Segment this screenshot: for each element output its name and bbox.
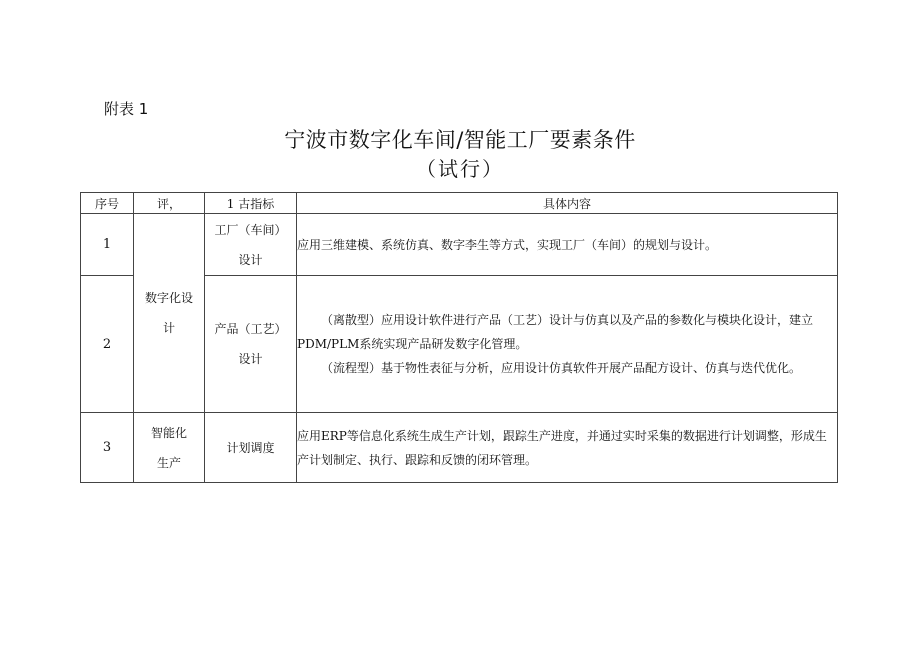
indicator-cell [205,413,297,483]
header-category: 评， [134,193,205,214]
content-paragraph: 应用ERP等信息化系统生成生产计划，跟踪生产进度，并通过实时采集的数据进行计划调整，形成生产计划制定、执行、跟踪和反馈的闭环管理。 [297,428,827,467]
indicator-cell [205,214,297,276]
category-cell [134,413,205,483]
content-paragraph: （离散型）应用设计软件进行产品（工艺）设计与仿真以及产品的参数化与模块化设计，建立PDM/PLM系统实现产品研发数字化管理。 [297,313,814,351]
category-line: 智能化 [150,425,187,440]
category-cell [134,214,205,413]
indicator-line: 计划调度 [226,440,275,455]
requirements-table [80,192,838,483]
header-no: 序号 [81,193,134,214]
content-cell [297,214,838,276]
annex-label: 附表 1 [104,100,149,118]
content-paragraph: 应用三维建模、系统仿真、数字李生等方式，实现工厂（车间）的规划与设计。 [297,237,718,252]
category-line: 计 [162,321,175,335]
row-number: 2 [81,276,134,413]
indicator-line: 设计 [238,352,263,366]
category-line: 数字化设 [144,291,193,305]
table-header-row [81,193,838,214]
row-number: 1 [81,214,134,276]
document-subtitle: （试行） [416,157,504,181]
header-content: 具体内容 [297,193,838,214]
indicator-cell [205,276,297,413]
category-line: 生产 [156,455,181,470]
document-title: 宁波市数字化车间/智能工厂要素条件 [284,128,636,152]
content-cell [297,276,838,413]
content-paragraph: （流程型）基于物性表征与分析，应用设计仿真软件开展产品配方设计、仿真与迭代优化。 [321,361,802,375]
header-indicator: 1 古指标 [205,193,297,214]
table-row [81,214,838,276]
table-row [81,413,838,483]
indicator-line: 设计 [238,252,263,267]
indicator-line: 产品（工艺） [214,322,287,336]
indicator-line: 工厂（车间） [214,222,287,237]
content-cell [297,413,838,483]
row-number: 3 [81,413,134,483]
